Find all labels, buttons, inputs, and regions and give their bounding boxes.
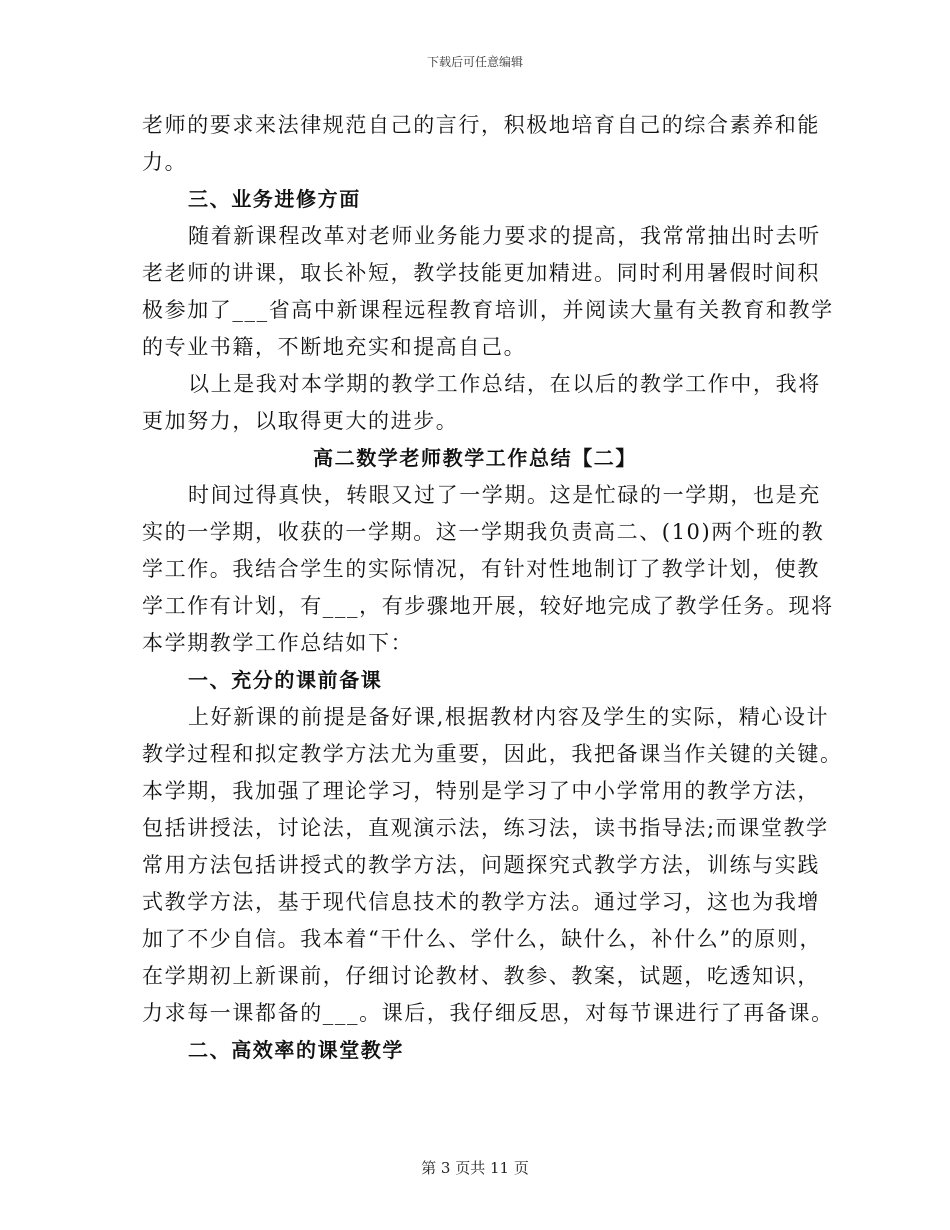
page-header-note: 下载后可任意编辑 (426, 55, 523, 69)
article-title: 高二数学老师教学工作总结【二】 (313, 446, 637, 470)
paragraph-first-line: 以上是我对本学期的教学工作总结，在以后的教学工作中，我将 (188, 372, 821, 396)
body-line: 本学期教学工作总结如下： (142, 631, 414, 655)
body-line: 包括讲授法，讨论法，直观演示法，练习法，读书指导法;而课堂教学 (142, 816, 829, 840)
body-line: 教学过程和拟定教学方法尤为重要，因此，我把备课当作关键的关键。 (142, 742, 843, 766)
body-line: 常用方法包括讲授式的教学方法，问题探究式教学方法，训练与实践 (142, 853, 820, 877)
section-heading: 一、充分的课前备课 (188, 668, 383, 692)
body-line: 加了不少自信。我本着“干什么、学什么，缺什么，补什么”的原则， (142, 927, 823, 951)
body-line: 学工作。我结合学生的实际情况，有针对性地制订了教学计划，使教 (142, 557, 820, 581)
body-line: 力求每一课都备的___。课后，我仔细反思，对每节课进行了再备课。 (142, 1001, 834, 1025)
body-line: 式教学方法，基于现代信息技术的教学方法。通过学习，这也为我增 (142, 890, 820, 914)
body-line: 极参加了___省高中新课程远程教育培训，并阅读大量有关教育和教学 (142, 298, 834, 322)
paragraph-first-line: 随着新课程改革对老师业务能力要求的提高，我常常抽出时去听 (188, 224, 821, 248)
document-body (142, 107, 843, 1069)
body-line: 力。 (142, 150, 188, 174)
body-line: 更加努力，以取得更大的进步。 (142, 409, 459, 433)
body-line: 学工作有计划，有___，有步骤地开展，较好地完成了教学任务。现将 (142, 594, 834, 618)
paragraph-first-line: 上好新课的前提是备好课,根据教材内容及学生的实际，精心设计 (188, 705, 830, 729)
body-line: 在学期初上新课前，仔细讨论教材、教参、教案，试题，吃透知识， (142, 964, 820, 988)
section-heading: 三、业务进修方面 (188, 187, 361, 211)
body-line: 的专业书籍，不断地充实和提高自己。 (142, 335, 527, 359)
body-line: 老老师的讲课，取长补短，教学技能更加精进。同时利用暑假时间积 (142, 261, 820, 285)
body-line: 本学期，我加强了理论学习，特别是学习了中小学常用的教学方法， (142, 779, 820, 803)
page-footer-number: 第 3 页共 11 页 (421, 1159, 529, 1177)
body-line: 老师的要求来法律规范自己的言行，积极地培育自己的综合素养和能 (142, 113, 820, 137)
section-heading: 二、高效率的课堂教学 (188, 1038, 404, 1062)
body-line: 实的一学期，收获的一学期。这一学期我负责高二、(10)两个班的教 (142, 520, 825, 544)
paragraph-first-line: 时间过得真快，转眼又过了一学期。这是忙碌的一学期，也是充 (188, 483, 821, 507)
